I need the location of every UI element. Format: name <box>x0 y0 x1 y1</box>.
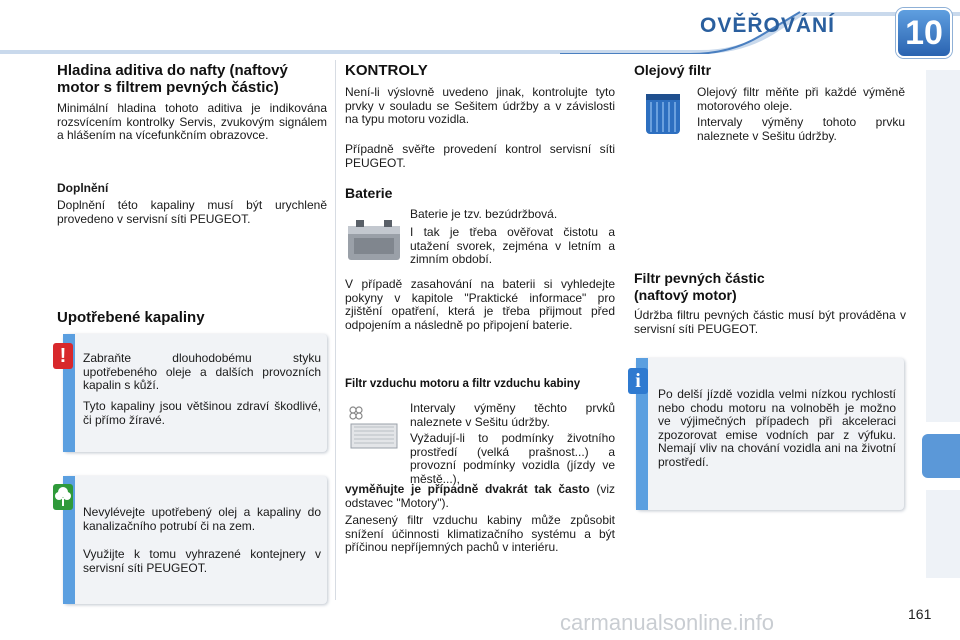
info-text: Po delší jízdě vozidla velmi nízkou rychlostí nebo chodu motoru na volnoběh je možno ve výjimečných případech při akceleraci zpozorovat emise vodních par z výfuku. Nemají vliv na chování vozidla ani na životní prostředí. <box>658 387 896 469</box>
chapter-tab[interactable] <box>926 202 960 247</box>
filtr-pevnych-text: Údržba filtru pevných částic musí být prováděna v servisní síti PEUGEOT. <box>634 308 906 336</box>
oil-filter-icon <box>640 88 686 138</box>
filtr-vzduchu-text-2a: Vyžadují-li to podmínky životního prostředí (velká prašnost...) a provozní podmínky vozidla (jízdy ve městě...), <box>410 431 615 486</box>
exclamation-icon: ! <box>53 343 73 369</box>
chapter-number-badge: 10 <box>896 8 952 58</box>
chapter-tab[interactable] <box>926 246 960 291</box>
kontroly-text-2: Případně svěřte provedení kontrol servisní síti PEUGEOT. <box>345 142 615 170</box>
kontroly-heading: KONTROLY <box>345 62 428 79</box>
tree-icon <box>53 484 73 510</box>
column-divider <box>335 60 336 600</box>
chapter-tab[interactable] <box>926 490 960 535</box>
battery-icon <box>344 214 404 264</box>
air-filter-icon <box>345 402 401 452</box>
chapter-tab[interactable] <box>926 334 960 379</box>
aditiva-heading: Hladina aditiva do nafty (naftový motor s filtrem pevných částic) <box>57 62 288 96</box>
olejovy-filtr-text-2: Intervaly výměny tohoto prvku naleznete v Sešitu údržby. <box>697 115 905 143</box>
baterie-text-2: I tak je třeba ověřovat čistotu a utažení svorek, zejména v letním a zimním období. <box>410 225 615 266</box>
olejovy-filtr-heading: Olejový filtr <box>634 62 712 78</box>
baterie-text-1: Baterie je tzv. bezúdržbová. <box>410 207 558 221</box>
chapter-tabs <box>926 70 960 580</box>
warning-text-2: Tyto kapaliny jsou většinou zdraví škodlivé, či přímo žíravé. <box>83 399 321 427</box>
olejovy-filtr-text-1: Olejový filtr měňte při každé výměně motorového oleje. <box>697 85 905 113</box>
chapter-tab[interactable] <box>926 534 960 579</box>
baterie-text-3: V případě zasahování na baterii si vyhledejte pokyny v kapitole "Praktické informace" pro zjištění opatření, která je třeba přijmout před odpojením a následně po připojení baterie. <box>345 277 615 332</box>
filtr-vzduchu-text-3: Zanesený filtr vzduchu kabiny může způsobit snížení účinnosti klimatizačního systému a být příčinou nepříjemných pachů v interiéru. <box>345 513 615 554</box>
watermark: carmanualsonline.info <box>560 610 775 635</box>
chapter-tab[interactable] <box>926 158 960 203</box>
page-number: 161 <box>908 606 932 622</box>
filtr-vzduchu-text-1: Intervaly výměny těchto prvků naleznete v Sešitu údržby. <box>410 401 615 429</box>
chapter-tab[interactable] <box>926 378 960 423</box>
chapter-tab[interactable] <box>926 290 960 335</box>
kontroly-text-1: Není-li výslovně uvedeno jinak, kontrolujte tyto prvky v souladu se Sešitem údržby a v závislosti na typu motoru vozidla. <box>345 85 615 126</box>
filtr-vzduchu-emphasis: vyměňujte je případně dvakrát tak často <box>345 482 590 496</box>
warning-box <box>63 334 327 452</box>
filtr-vzduchu-heading: Filtr vzduchu motoru a filtr vzduchu kabiny <box>345 378 581 390</box>
filtr-vzduchu-text-2b <box>345 483 615 510</box>
info-icon: i <box>628 368 648 394</box>
doplneni-heading: Doplnění <box>57 181 109 195</box>
page-title: OVĚŘOVÁNÍ <box>700 14 836 37</box>
filtr-pevnych-heading: Filtr pevných částic (naftový motor) <box>634 270 765 303</box>
eco-text-2: Využijte k tomu vyhrazené kontejnery v servisní síti PEUGEOT. <box>83 547 321 575</box>
chapter-tab[interactable] <box>926 70 960 115</box>
eco-box <box>63 476 327 604</box>
chapter-tab[interactable] <box>926 114 960 159</box>
filtr-vzduchu-text-2c: (viz odstavec "Motory"). <box>345 482 615 510</box>
baterie-heading: Baterie <box>345 185 393 201</box>
chapter-tab-active[interactable] <box>922 434 960 478</box>
doplneni-text: Doplnění této kapaliny musí být urychleně provedeno v servisní síti PEUGEOT. <box>57 198 327 226</box>
aditiva-text: Minimální hladina tohoto aditiva je indikována rozsvícením kontrolky Servis, zvukovým signálem a hlášením na vícefunkčním obrazovce. <box>57 101 327 142</box>
eco-text-1: Nevylévejte upotřebený olej a kapaliny do kanalizačního potrubí či na zem. <box>83 505 321 533</box>
warning-text-1: Zabraňte dlouhodobému styku upotřebeného oleje a dalších provozních kapalin s kůží. <box>83 351 321 392</box>
kapaliny-heading: Upotřebené kapaliny <box>57 309 205 326</box>
info-box <box>636 358 904 510</box>
